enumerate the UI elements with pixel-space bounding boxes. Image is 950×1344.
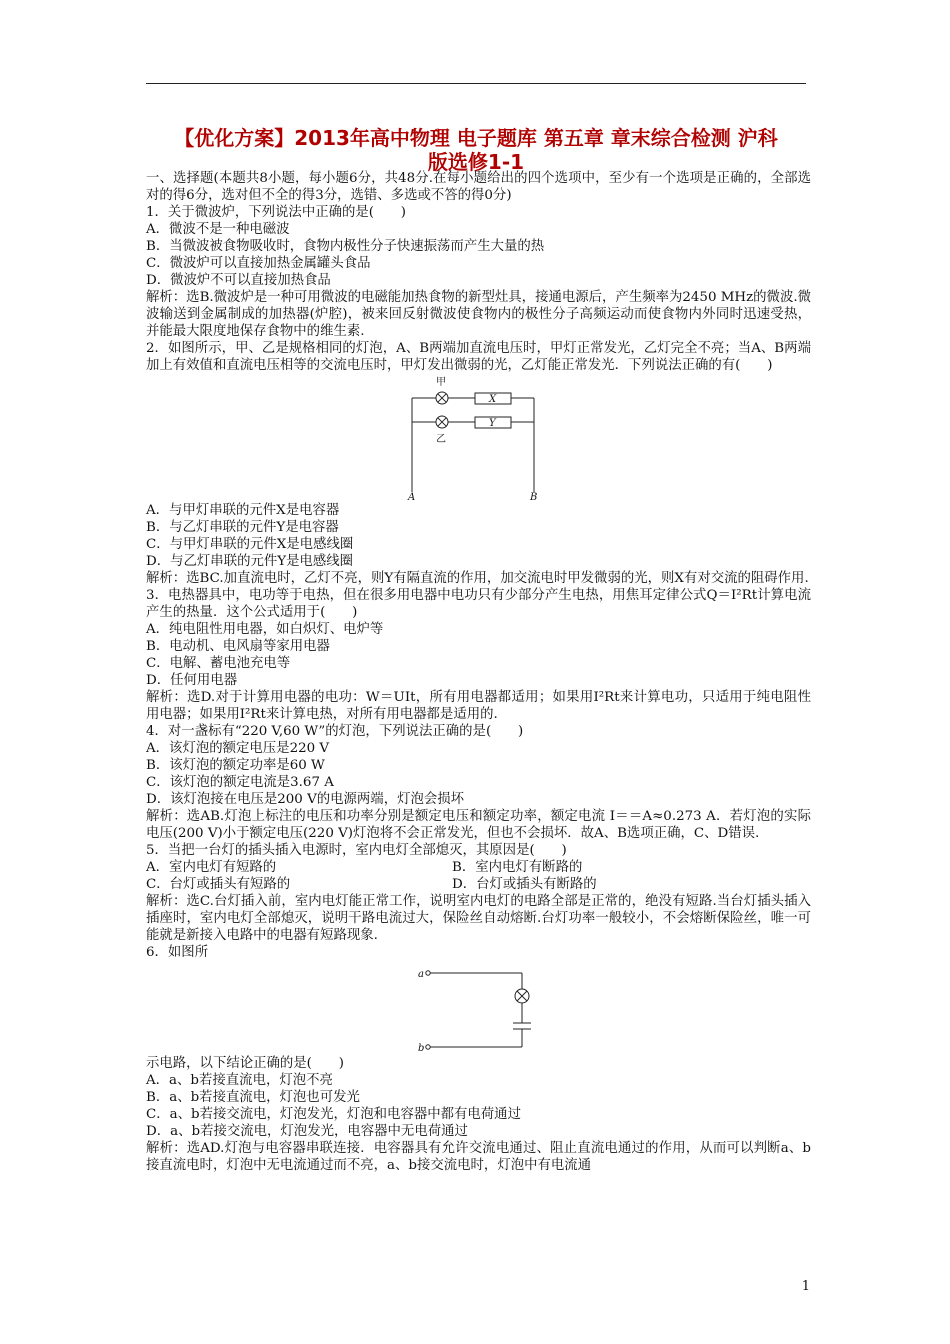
label-x: X [489, 394, 497, 405]
q5-option-d: D．台灯或插头有断路的 [452, 877, 597, 892]
q3-option-c: C．电解、蓄电池充电等 [146, 656, 291, 671]
q5-option-b: B．室内电灯有断路的 [452, 860, 583, 875]
q5-options-row-2 [146, 876, 811, 893]
q4-option-b: B．该灯泡的额定功率是60 W [146, 758, 325, 773]
q2-circuit-figure [146, 374, 811, 502]
q2-option-a: A．与甲灯串联的元件X是电容器 [146, 503, 340, 518]
circuit-diagram-capacitor [418, 961, 558, 1055]
terminal-b-label: b [418, 1043, 425, 1054]
q4-analysis: 解析：选AB.灯泡上标注的电压和功率分别是额定电压和额定功率，额定电流 I＝＝A≈0.273 A．若灯泡的实际电压(200 V)小于额定电压(220 V)灯泡将不会正常发光，但也不会损坏．故A、B选项正确，C、D错误. [146, 809, 811, 841]
q3-analysis: 解析：选D.对于计算用电器的电功：W＝UIt，所有用电器都适用；如果用I²Rt来计算电功，只适用于纯电阻性用电器；如果用I²Rt来计算电热，对所有用电器都是适用的. [146, 690, 811, 722]
q4-option-a: A．该灯泡的额定电压是220 V [146, 741, 330, 756]
circuit-diagram-lamps [406, 374, 556, 502]
document-body [146, 170, 811, 1174]
q6-option-b: B．a、b若接直流电，灯泡也可发光 [146, 1090, 360, 1105]
header-rule [146, 83, 806, 84]
q6-option-d: D．a、b若接交流电，灯泡发光，电容器中无电荷通过 [146, 1124, 468, 1139]
q4-stem: 4．对一盏标有“220 V,60 W”的灯泡，下列说法正确的是( ) [146, 724, 524, 739]
title-line-2: 版选修1-1 [427, 150, 525, 174]
q6-stem-part1: 6．如图所 [146, 945, 209, 960]
q5-options-row-1 [146, 859, 811, 876]
q2-analysis: 解析：选BC.加直流电时，乙灯不亮，则Y有隔直流的作用，加交流电时甲发微弱的光，则X有对交流的阻碍作用. [146, 571, 809, 586]
q5-stem: 5．当把一台灯的插头插入电源时，室内电灯全部熄灭，其原因是( ) [146, 843, 567, 858]
q5-option-a: A．室内电灯有短路的 [146, 860, 277, 875]
q2-stem: 2．如图所示，甲、乙是规格相同的灯泡，A、B两端加直流电压时，甲灯正常发光，乙灯完全不亮；当A、B两端加上有效值和直流电压相等的交流电压时，甲灯发出微弱的光，乙灯能正常发光．下列说法正确的有( ) [146, 341, 811, 373]
q1-analysis: 解析：选B.微波炉是一种可用微波的电磁能加热食物的新型灶具，接通电源后，产生频率为2450 MHz的微波.微波输送到金属制成的加热器(炉腔)，被来回反射微波使食物内的极性分子高频运动而使食物内外同时迅速受热，并能最大限度地保存食物中的维生素. [146, 290, 811, 339]
q6-circuit-figure [146, 961, 811, 1055]
q5-analysis: 解析：选C.台灯插入前，室内电灯能正常工作，说明室内电灯的电路全部是正常的，绝没有短路.当台灯插头插入插座时，室内电灯全部熄灭，说明干路电流过大，保险丝自动熔断.台灯功率一般较小，不会熔断保险丝，唯一可能就是新接入电路中的电器有短路现象. [146, 894, 811, 943]
q4-option-d: D．该灯泡接在电压是200 V的电源两端，灯泡会损坏 [146, 792, 465, 807]
q2-option-b: B．与乙灯串联的元件Y是电容器 [146, 520, 339, 535]
q2-option-c: C．与甲灯串联的元件X是电感线圈 [146, 537, 354, 552]
q6-option-a: A．a、b若接直流电，灯泡不亮 [146, 1073, 333, 1088]
q3-option-b: B．电动机、电风扇等家用电器 [146, 639, 330, 654]
q1-stem: 1．关于微波炉，下列说法中正确的是( ) [146, 205, 406, 220]
terminal-b: B [530, 492, 538, 502]
q5-option-c: C．台灯或插头有短路的 [146, 877, 291, 892]
q2-option-d: D．与乙灯串联的元件Y是电感线圈 [146, 554, 354, 569]
q1-option-c: C．微波炉可以直接加热金属罐头食品 [146, 256, 371, 271]
label-jia: 甲 [436, 377, 446, 388]
q3-option-d: D．任何用电器 [146, 673, 238, 688]
q3-option-a: A．纯电阻性用电器，如白炽灯、电炉等 [146, 622, 384, 637]
q1-option-d: D．微波炉不可以直接加热食品 [146, 273, 331, 288]
q1-option-b: B．当微波被食物吸收时，食物内极性分子快速振荡而产生大量的热 [146, 239, 545, 254]
q6-option-c: C．a、b若接交流电，灯泡发光，灯泡和电容器中都有电荷通过 [146, 1107, 521, 1122]
page-number: 1 [801, 1279, 810, 1294]
document-title [140, 126, 812, 174]
q6-stem-part2: 示电路，以下结论正确的是( ) [146, 1056, 344, 1071]
terminal-a-label: a [418, 969, 424, 980]
title-line-1: 【优化方案】2013年高中物理 电子题库 第五章 章末综合检测 沪科 [174, 126, 778, 150]
q3-stem: 3．电热器具中，电功等于电热，但在很多用电器中电功只有少部分产生电热，用焦耳定律公式Q＝I²Rt计算电流产生的热量．这个公式适用于( ) [146, 588, 811, 620]
section-intro: 一、选择题(本题共8小题，每小题6分，共48分.在每小题给出的四个选项中，至少有一个选项是正确的，全部选对的得6分，选对但不全的得3分，选错、多选或不答的得0分) [146, 171, 811, 203]
label-y: Y [489, 418, 496, 429]
label-yi: 乙 [436, 434, 446, 445]
q4-option-c: C．该灯泡的额定电流是3.67 A [146, 775, 334, 790]
terminal-a: A [408, 492, 416, 502]
q6-analysis: 解析：选AD.灯泡与电容器串联连接．电容器具有允许交流电通过、阻止直流电通过的作用，从而可以判断a、b接直流电时，灯泡中无电流通过而不亮，a、b接交流电时，灯泡中有电流通 [146, 1141, 811, 1173]
q1-option-a: A．微波不是一种电磁波 [146, 222, 290, 237]
